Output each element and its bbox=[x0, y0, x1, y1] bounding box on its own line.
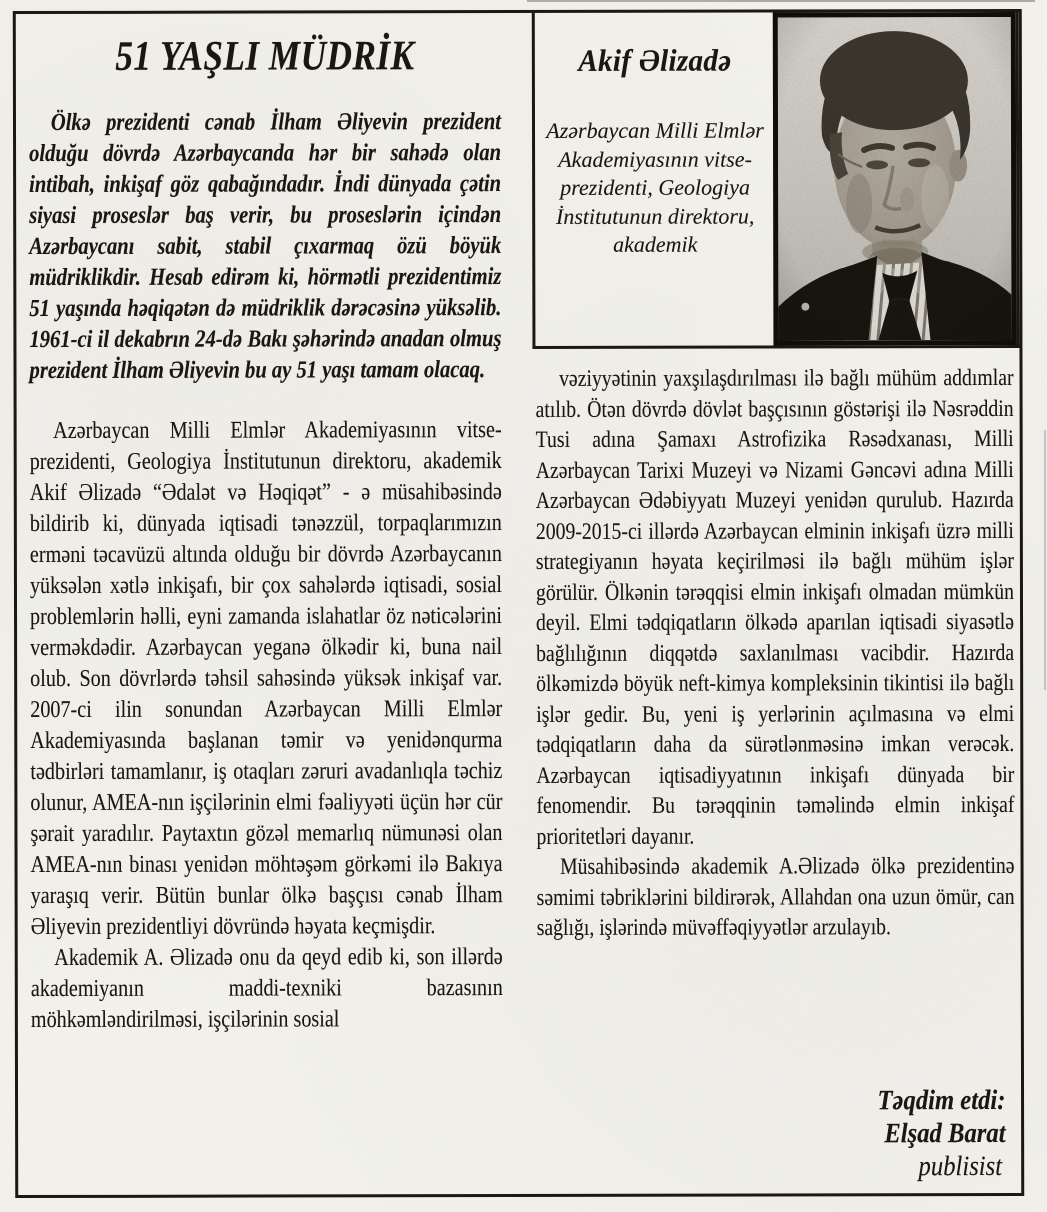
portrait-photo bbox=[773, 12, 1017, 346]
left-column-text bbox=[29, 33, 503, 1036]
portrait-illustration bbox=[778, 17, 1012, 340]
body-paragraph-3: vəziyyətinin yaxşılaşdırılması ilə bağlı mühüm addımlar atılıb. Ötən dövrdə dövlət başçısının göstərişi ilə Nəsrəddin Tusi adına Şamaxı Astrofizika Rəsədxanası, Milli Azərbaycan Tarixi Muzeyi və Nizami Gəncəvi adına Milli Azərbaycan Ədəbiyyatı Muzeyi yenidən qurulub. Hazırda 2009-2015-ci illərdə Azərbaycan elminin inkişafı üzrə milli strategiyanın həyata keçirilməsi ilə bağlı mühüm işlər görülür. Ölkənin tərəqqisi elmin inkişafı olmadan mümkün deyil. Elmi tədqiqatların ölkədə aparılan iqtisadi siyasətlə bağlılığının diqqətdə saxlanılması vacibdir. Hazırda ölkəmizdə böyük neft-kimya kompleksinin tikintisi ilə bağlı işlər gedir. Bu, yeni iş yerlərinin açılmasına və elmi tədqiqatların daha da sürətlənməsinə imkan verəcək. Azərbaycan iqtisadiyyatının inkişafı dünyada bir fenomendir. Bu tərəqqinin təməlində elmin inkişaf prioritetləri dayanır. bbox=[535, 364, 1015, 850]
profile-description: Azərbaycan Milli Elmlər Akademiyasının vitse-prezidenti, Geologiya İnstitutunun direktoru, akademik bbox=[546, 117, 764, 257]
scan-edge-artifact-right bbox=[1044, 430, 1046, 690]
article-title: 51 YAŞLI MÜDRİK bbox=[115, 33, 415, 80]
body-paragraph-2: Akademik A. Əlizadə onu da qeyd edib ki, son illərdə akademiyanın maddi-texniki bazasının möhkəmləndirilməsi, işçilərinin sosial bbox=[30, 944, 503, 1034]
signature-author-name: Elşad Barat bbox=[883, 1117, 1006, 1150]
right-column bbox=[524, 12, 1021, 1194]
signature-presented-by: Təqdim etdi: bbox=[877, 1084, 1006, 1117]
body-paragraph-4: Müsahibəsində akademik A.Əlizadə ölkə prezidentinə səmimi təbriklərini bildirərək, Allahdan ona uzun ömür, can sağlığı, işlərində müvəffəqiyyətlər arzulayıb. bbox=[536, 852, 1015, 941]
article-frame bbox=[13, 9, 1024, 1198]
profile-box bbox=[532, 12, 1020, 349]
profile-text bbox=[535, 12, 774, 345]
profile-name: Akif Əlizadə bbox=[578, 42, 732, 78]
lead-paragraph: Ölkə prezidenti cənab İlham Əliyevin prezident olduğu dövrdə Azərbaycanda hər bir sahədə olan intibah, inkişaf göz qabağındadır. İndi dünyada çətin siyasi proseslər baş verir, bu proseslərin içindən Azərbaycanı sabit, stabil çıxarmaq özü böyük müdriklikdir. Hesab edirəm ki, hörmətli prezidentimiz 51 yaşında həqiqətən də müdriklik dərəcəsinə yüksəlib. 1961-ci il dekabrın 24-də Bakı şəhərində anadan olmuş prezident İlham Əliyevin bu ay 51 yaşı tamam olacaq. bbox=[29, 108, 502, 385]
left-column bbox=[16, 13, 517, 1195]
signature-block bbox=[877, 1084, 1005, 1183]
body-paragraph-1: Azərbaycan Milli Elmlər Akademiyasının vitse-prezidenti, Geologiya İnstitutunun direktoru, akademik Akif Əlizadə “Ədalət və Həqiqət” - ə müsahibəsində bildirib ki, dünyada iqtisadi tənəzzül, torpaqlarımızın erməni təcavüzü altında olduğu bir dövrdə Azərbaycanın yüksələn xətlə inkişafı, bir çox sahələrdə iqtisadi, sosial problemlərin həlli, eyni zamanda islahatlar öz nəticələrini verməkdədir. Azərbaycan yeganə ölkədir ki, buna nail olub. Son dövrlərdə təhsil sahəsində yüksək inkişaf var. 2007-ci ilin sonundan Azərbaycan Milli Elmlər Akademiyasında başlanan təmir və yenidənqurma tədbirləri tamamlanır, iş otaqları zəruri avadanlıqla təchiz olunur, AMEA-nın işçilərinin elmi fəaliyyəti üçün hər cür şərait yaradılır. Paytaxtın gözəl memarlıq nümunəsi olan AMEA-nın binası yenidən möhtəşəm görkəmi ilə Bakıya yaraşıq verir. Bütün bunlar ölkə başçısı cənab İlham Əliyevin prezidentliyi dövründə həyata keçmişdir. bbox=[29, 417, 503, 941]
right-column-text bbox=[535, 363, 1014, 943]
scan-edge-artifact-top bbox=[527, 0, 1035, 2]
signature-author-role: publisist bbox=[918, 1150, 1002, 1183]
